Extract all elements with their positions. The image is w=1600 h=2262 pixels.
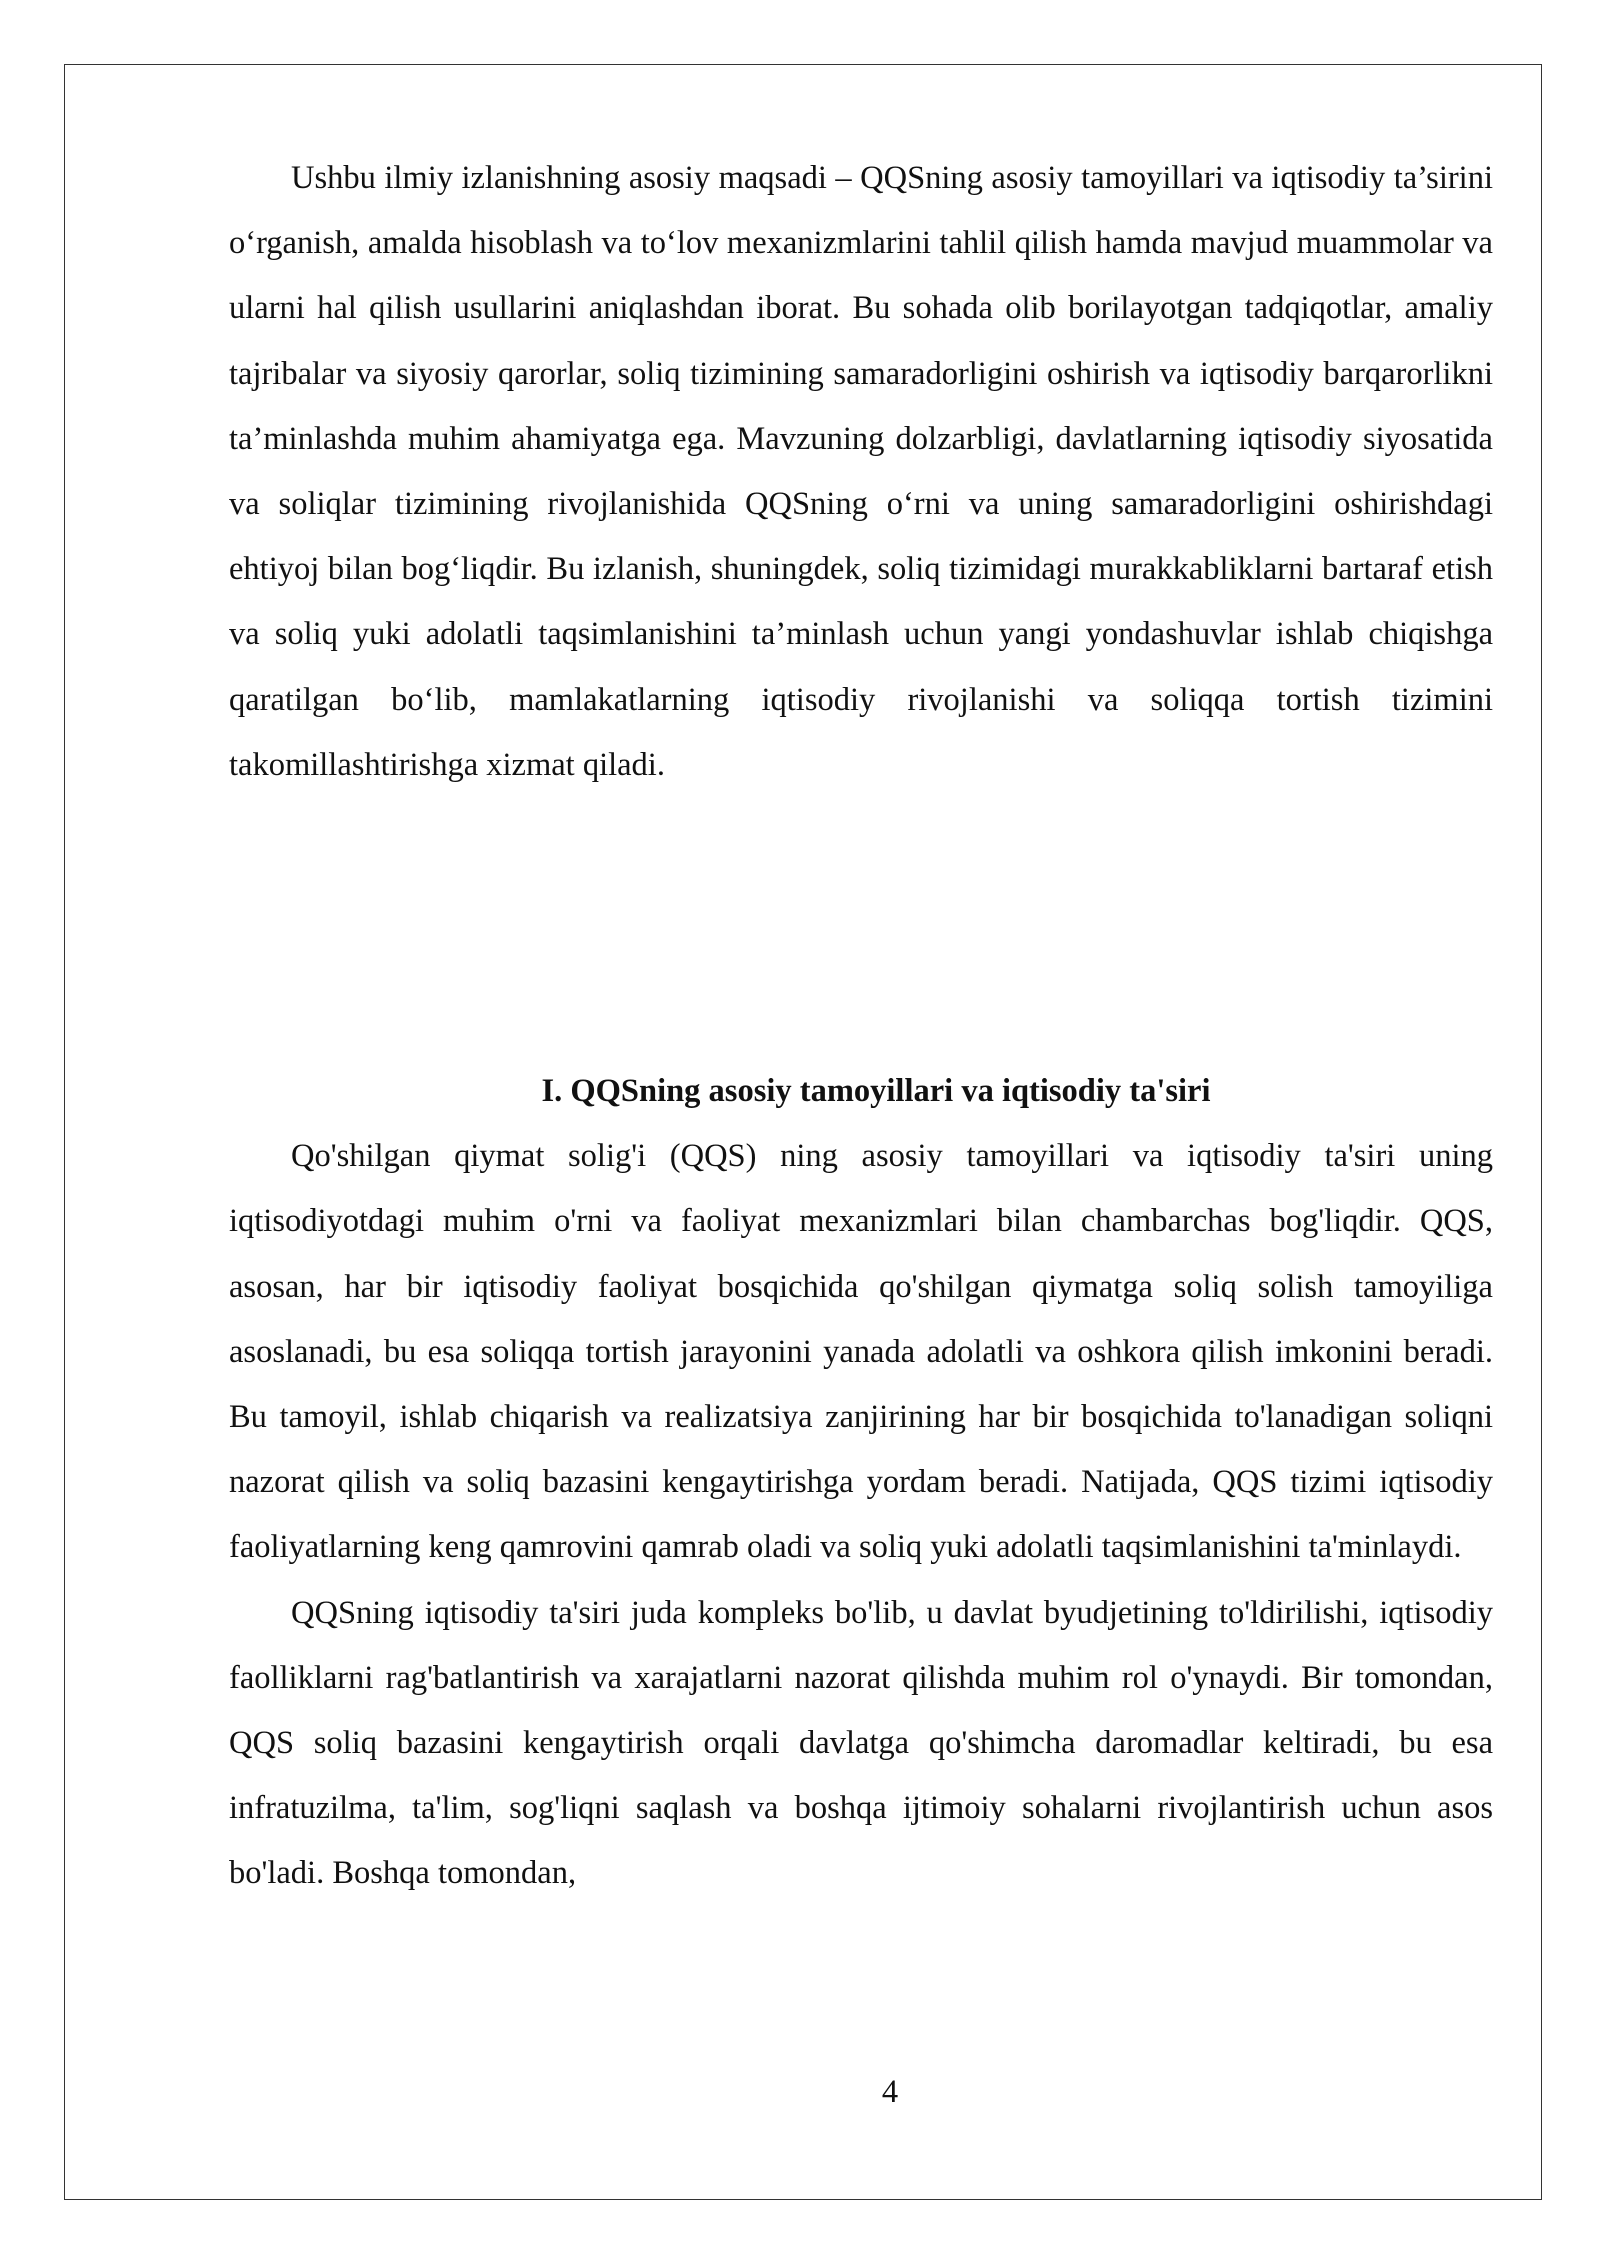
section-paragraph-2: QQSning iqtisodiy ta'siri juda kompleks bo'lib, u davlat byudjetining to'ldirilishi, iqtisodiy faolliklarni rag'batlantirish va xarajatlarni nazorat qilishda muhim rol o'ynaydi. Bir tomondan, QQS soliq bazasini kengaytirish orqali davlatga qo'shimcha daromadlar keltiradi, bu esa infratuzilma, ta'lim, sog'liqni saqlash va boshqa ijtimoiy sohalarni rivojlantirish uchun asos bo'ladi. Boshqa tomondan,	[229, 1594, 1493, 1892]
section-gap	[229, 798, 1493, 1059]
page-content	[229, 146, 1493, 1907]
page-number: 4	[881, 2074, 899, 2110]
intro-paragraph: Ushbu ilmiy izlanishning asosiy maqsadi – QQSning asosiy tamoyillari va iqtisodiy ta’sirini o‘rganish, amalda hisoblash va to‘lov mexanizmlarini tahlil qilish hamda mavjud muammolar va ularni hal qilish usullarini aniqlashdan iborat. Bu sohada olib borilayotgan tadqiqotlar, amaliy tajribalar va siyosiy qarorlar, soliq tizimining samaradorligini oshirish va iqtisodiy barqarorlikni ta’minlashda muhim ahamiyatga ega. Mavzuning dolzarbligi, davlatlarning iqtisodiy siyosatida va soliqlar tizimining rivojlanishida QQSning o‘rni va uning samaradorligini oshirishdagi ehtiyoj bilan bog‘liqdir. Bu izlanish, shuningdek, soliq tizimidagi murakkabliklarni bartaraf etish va soliq yuki adolatli taqsimlanishini ta’minlash uchun yangi yondashuvlar ishlab chiqishga qaratilgan bo‘lib, mamlakatlarning iqtisodiy rivojlanishi va soliqqa tortish tizimini takomillashtirishga xizmat qiladi.	[229, 160, 1493, 783]
section-heading: I. QQSning asosiy tamoyillari va iqtisodiy ta'siri	[541, 1073, 1211, 1110]
section-paragraph-1: Qo'shilgan qiymat solig'i (QQS) ning asosiy tamoyillari va iqtisodiy ta'siri uning iqtisodiyotdagi muhim o'rni va faoliyat mexanizmlari bilan chambarchas bog'liqdir. QQS, asosan, har bir iqtisodiy faoliyat bosqichida qo'shilgan qiymatga soliq solish tamoyiliga asoslanadi, bu esa soliqqa tortish jarayonini yanada adolatli va oshkora qilish imkonini beradi. Bu tamoyil, ishlab chiqarish va realizatsiya zanjirining har bir bosqichida to'lanadigan soliqni nazorat qilish va soliq bazasini kengaytirishga yordam beradi. Natijada, QQS tizimi iqtisodiy faoliyatlarning keng qamrovini qamrab oladi va soliq yuki adolatli taqsimlanishini ta'minlaydi.	[229, 1138, 1493, 1566]
